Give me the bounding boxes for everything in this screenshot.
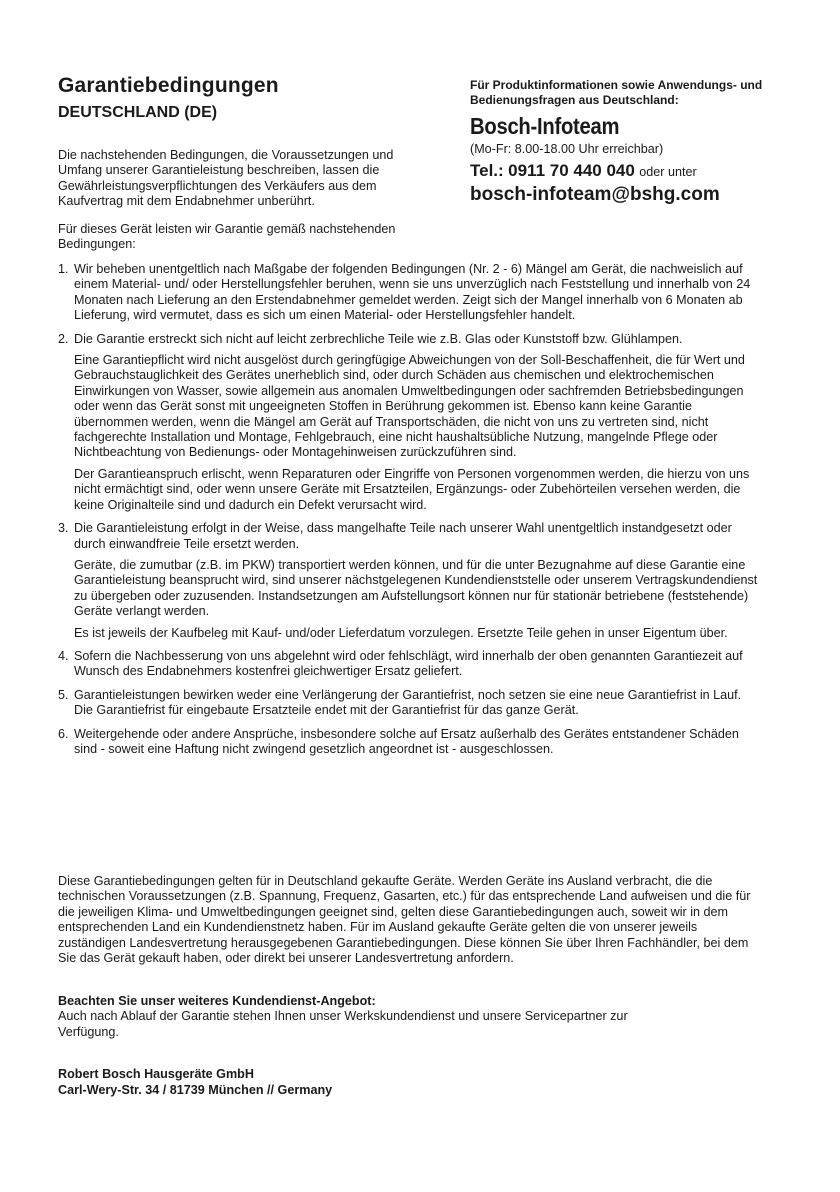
term-paragraph: Der Garantieanspruch erlischt, wenn Reparaturen oder Eingriffe von Personen vorgenommen werden, die hierzu von uns nicht ermächtigt sind, oder wenn unsere Geräte mit Ersatzteilen, Ergänzungs- oder Zubehörteilen versehen werden, die keine Originalteile sind und dadurch ein Defekt verursacht wird. [74, 466, 750, 512]
term-number: 2. [58, 331, 69, 346]
company-street: Carl-Wery-Str. 34 / 81739 München // Germany [58, 1083, 333, 1097]
intro-paragraph-2: Für dieses Gerät leisten wir Garantie gemäß nachstehenden Bedingungen: [58, 222, 396, 252]
term-number: 1. [58, 262, 69, 276]
closing-paragraph: Diese Garantiebedingungen gelten für in Deutschland gekaufte Geräte. Werden Geräte ins Ausland verbracht, die die technischen Voraussetzungen (z.B. Spannung, Frequenz, Gasarten, etc.) für das entsprechende Land aufweisen und die für die jeweiligen Klima- und Umweltbedingungen geeignet sind, gelten diese Garantiebedingungen auch, soweit wir in dem entsprechenden Land ein Kundendienstnetz haben. Für im Ausland gekaufte Geräte gelten die von unserer jeweils zuständigen Landesvertretung herausgegebenen Garantiebedingungen. Diese können Sie über Ihren Fachhändler, bei dem Sie das Gerät gekauft haben, oder direkt bei unserer Landesvertretung anfordern. [58, 874, 751, 966]
company-name: Robert Bosch Hausgeräte GmbH [58, 1067, 254, 1081]
service-offer [58, 994, 758, 1040]
phone-label: Tel.: [470, 161, 504, 180]
term-paragraph: Die Garantieleistung erfolgt in der Weise, dass mangelhafte Teile nach unserer Wahl unentgeltlich instandgesetzt oder durch einwandfreie Teile ersetzt werden. [74, 521, 732, 551]
company-address [58, 1066, 332, 1098]
term-number: 3. [58, 521, 69, 536]
contact-box [470, 78, 800, 206]
contact-hours: (Mo-Fr: 8.00-18.00 Uhr erreichbar) [470, 142, 664, 156]
service-offer-text: Auch nach Ablauf der Garantie stehen Ihnen unser Werkskundendienst und unsere Servicepartner zur Verfügung. [58, 1009, 628, 1039]
term-paragraph: Die Garantie erstreckt sich nicht auf leicht zerbrechliche Teile wie z.B. Glas oder Kunststoff bzw. Glühlampen. [74, 331, 683, 346]
service-offer-heading: Beachten Sie unser weiteres Kundendienst-Angebot: [58, 994, 376, 1008]
contact-heading: Für Produktinformationen sowie Anwendungs- und Bedienungsfragen aus Deutschland: [470, 78, 763, 107]
phone-number[interactable]: 0911 70 440 040 [508, 161, 635, 180]
terms-list [58, 262, 758, 765]
term-paragraph: Weitergehende oder andere Ansprüche, insbesondere solche auf Ersatz außerhalb des Gerätes entstandener Schäden sind - soweit eine Haftung nicht zwingend gesetzlich angeordnet ist - ausgeschlossen. [74, 726, 739, 756]
term-item [58, 521, 758, 641]
term-paragraph: Eine Garantiepflicht wird nicht ausgelöst durch geringfügige Abweichungen von der Soll-Beschaffenheit, die für Wert und Gebrauchstauglichkeit des Gerätes unerheblich sind, oder durch Schäden aus chemischen und elektrochemischen Einwirkungen von Wasser, sowie allgemein aus anomalen Umweltbedingungen oder sachfremden Betriebsbedingungen oder wenn das Gerät sonst mit ungeeigneten Stoffen in Berührung gekommen ist. Ebenso kann keine Garantie übernommen werden, wenn die Mängel am Gerät auf Transportschäden, die nicht von uns zu vertreten sind, nicht fachgerechte Installation und Montage, Fehlgebrauch, eine nicht haushaltsübliche Nutzung, mangelnde Pflege oder Nichtbeachtung von Bedienungs- oder Montagehinweisen zurückzuführen sind. [74, 353, 745, 460]
term-number: 5. [58, 687, 69, 702]
term-item [58, 688, 758, 719]
term-paragraph: Geräte, die zumutbar (z.B. im PKW) transportiert werden können, und für die unter Bezugnahme auf diese Garantie eine Garantieleistung beansprucht wird, sind unserer nächstgelegenen Kundendienststelle oder unserem Vertragskundendienst zu übergeben oder zuzusenden. Instandsetzungen am Aufstellungsort können nur für stationär betriebene (feststehende) Geräte verlangt werden. [74, 557, 758, 619]
term-paragraph: Es ist jeweils der Kaufbeleg mit Kauf- und/oder Lieferdatum vorzulegen. Ersetzte Teile gehen in unser Eigentum über. [74, 625, 728, 640]
page-title: Garantiebedingungen [58, 74, 279, 97]
contact-email[interactable]: bosch-infoteam@bshg.com [470, 184, 720, 205]
term-number: 6. [58, 726, 69, 741]
page-subtitle: DEUTSCHLAND (DE) [58, 104, 218, 121]
term-item [58, 727, 758, 758]
term-number: 4. [58, 648, 69, 663]
term-paragraph: Sofern die Nachbesserung von uns abgelehnt wird oder fehlschlägt, wird innerhalb der oben genannten Garantiezeit auf Wunsch des Endabnehmers kostenfrei gleichwertiger Ersatz geliefert. [74, 648, 743, 679]
intro-paragraph: Die nachstehenden Bedingungen, die Voraussetzungen und Umfang unserer Garantieleistung beschreiben, lassen die Gewährleistungsverpflichtungen des Verkäufers aus dem Kaufvertrag mit dem Endabnehmer unberührt. [58, 148, 394, 209]
term-item [58, 262, 758, 324]
term-item [58, 332, 758, 513]
term-item [58, 649, 758, 680]
phone-suffix: oder unter [639, 165, 697, 179]
contact-brand: Bosch-Infoteam [470, 113, 620, 139]
term-paragraph: Wir beheben unentgeltlich nach Maßgabe der folgenden Bedingungen (Nr. 2 - 6) Mängel am Gerät, die nachweislich auf einem Material- und/ oder Herstellungsfehler beruhen, wenn sie uns unverzüglich nach Feststellung und innerhalb von 24 Monaten nach Lieferung an den Erstendabnehmer gemeldet werden. Zeigt sich der Mangel innerhalb von 6 Monaten ab Lieferung, wird vermutet, dass es sich um einen Material- oder Herstellungsfehler handelt. [74, 262, 751, 323]
contact-phone [470, 161, 800, 182]
term-paragraph: Garantieleistungen bewirken weder eine Verlängerung der Garantiefrist, noch setzen sie eine neue Garantiefrist in Lauf. Die Garantiefrist für eingebaute Ersatzteile endet mit der Garantiefrist für das ganze Gerät. [74, 687, 742, 718]
